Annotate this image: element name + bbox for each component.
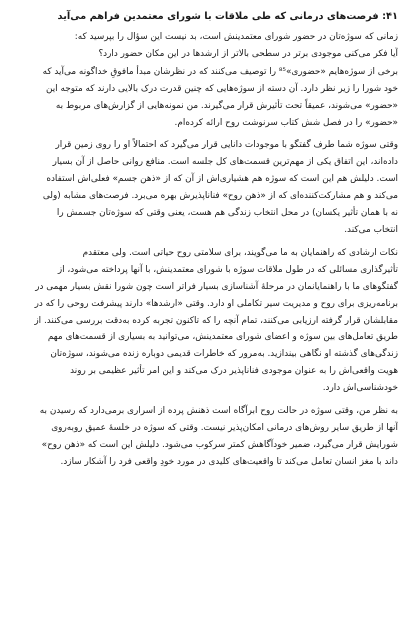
text-line: است. دلیلش هم این است که سوژه هم هشیاری‌اش از آن که از «ذهن جسم» فعلی‌اش استفاده: [46, 174, 398, 185]
text-line: «حضور» می‌شوند، عمیقاً تحت تأثیرش قرار می‌گیرند. من نمونه‌هایی از گزارش‌های مربوط به: [55, 100, 398, 111]
text-line: به نظر من، وقتی سوژه در حالت روح ابرآگاه است ذهنش پرده از اسراری برمی‌دارد که رسیدن به: [39, 406, 398, 417]
paragraph-question: [14, 29, 398, 63]
text-line: برنامه‌ریزی برای روح و مدیریت سیر تکاملی او دارد. وقتی «ارشدها» دارند پیشرفت روحی را که در: [34, 298, 398, 309]
text-line: گفتگوهای ما با راهنمایانمان در مرحلهٔ آشناسازی بسیار فراتر است چون شورا نقش بسیار مهمی در: [35, 281, 398, 292]
text-line: «حضور» را در فصل شش کتاب سرنوشت روح ارائه کرده‌ام.: [174, 117, 398, 128]
text-line: زندگی‌های گذشته او نگاهی بیندازید. به‌مرور که خاطرات قدیمی دوباره زنده می‌شوند، سوژه‌تان: [50, 349, 398, 360]
text-line: داده‌اند، این اتفاق یکی از مهم‌ترین قسمت‌های کل جلسه است. منافع روانی حاصل از آن بسیار: [52, 157, 398, 168]
text-line: آیا فکر می‌کنی موجودی برتر در سطحی بالاتر از ارشدها در این مکان حضور دارد؟: [98, 48, 398, 59]
text-line: خودشناسی‌اش دارد.: [322, 383, 398, 394]
text-line: می‌کند و هم مشارکت‌کننده‌ای که از «ذهن روح» فناناپذیرش بهره می‌برد. فرصت‌های مشابه (ولی: [42, 191, 398, 202]
text-line: انتخاب می‌کند.: [344, 224, 398, 235]
text-line: تأثیرگذاری مسائلی که در طول ملاقات سوژه با شورای معتمدینش، با آنها پرداخته می‌شود، از: [57, 264, 398, 275]
paragraph-presence: [14, 64, 398, 132]
section-title: ۴۱: فرصت‌های درمانی که طی ملاقات با شورای معتمدین فراهم می‌آید: [57, 11, 398, 22]
text-line: مقابلشان قرار گرفته ارزیابی می‌کنند، تمام آنچه را که تاکنون تجربه کرده به‌دقت بررسی می‌کنند. از: [34, 315, 398, 326]
text-line: زمانی که سوژه‌تان در حضور شورای معتمدینش است، بد نیست این سؤال را بپرسید که:: [74, 32, 398, 42]
text-line: شورایش قرار می‌گیرد، ضمیر خودآگاهش کمتر سرکوب می‌شود. دلیلش این است که «ذهن روح»: [41, 439, 398, 450]
paragraph-superconscious: [14, 403, 398, 471]
text-line: وقتی سوژه شما طرف گفتگو با موجودات دانایی قرار می‌گیرد که احتمالاً او را روی زمین قرار: [55, 140, 398, 151]
text-line: طریق تعامل‌های بین سوژه و اعضای شورای معتمدینش، می‌توانید به بسیاری از قسمت‌های مهم: [47, 332, 398, 343]
text-line: داند با مغز انسان تعامل می‌کند تا واقعیت‌های کلیدی در مورد خودِ واقعی فرد را آشکار سازد.: [60, 456, 398, 467]
paragraph-guidance: [14, 245, 398, 397]
text-line: برخی از سوژه‌هایم «حضوری»⁸⁵ را توصیف می‌کنند که در نظرشان مبدأ مافوقِ خداگونه می‌آید که: [42, 66, 398, 77]
text-line: خود شورا را زیر نظر دارد. آن دسته از سوژه‌هایی که چنین قدرت درک بالایی دارند که متوجه این: [45, 83, 398, 94]
paragraph-dialogue: [14, 137, 398, 238]
text-line: نکات ارشادی که راهنمایان به ما می‌گویند، برای سلامتی روح حیاتی است. ولی معتقدم: [82, 247, 398, 258]
text-line: آنها از طریق سایر روش‌های درمانی امکان‌پذیر نیست. وقتی که سوژه در خلسهٔ عمیق روبه‌روی: [51, 422, 398, 433]
text-line: هویت واقعی‌اش را به عنوان موجودی فناناپذیر درک می‌کند و این امر تأثیر عظیمی بر روند: [70, 366, 398, 377]
text-line: نه با همان تأثیر یکسان) در محل انتخاب زندگی هم هست، یعنی وقتی که سوژه‌تان جسمش را: [56, 208, 398, 219]
